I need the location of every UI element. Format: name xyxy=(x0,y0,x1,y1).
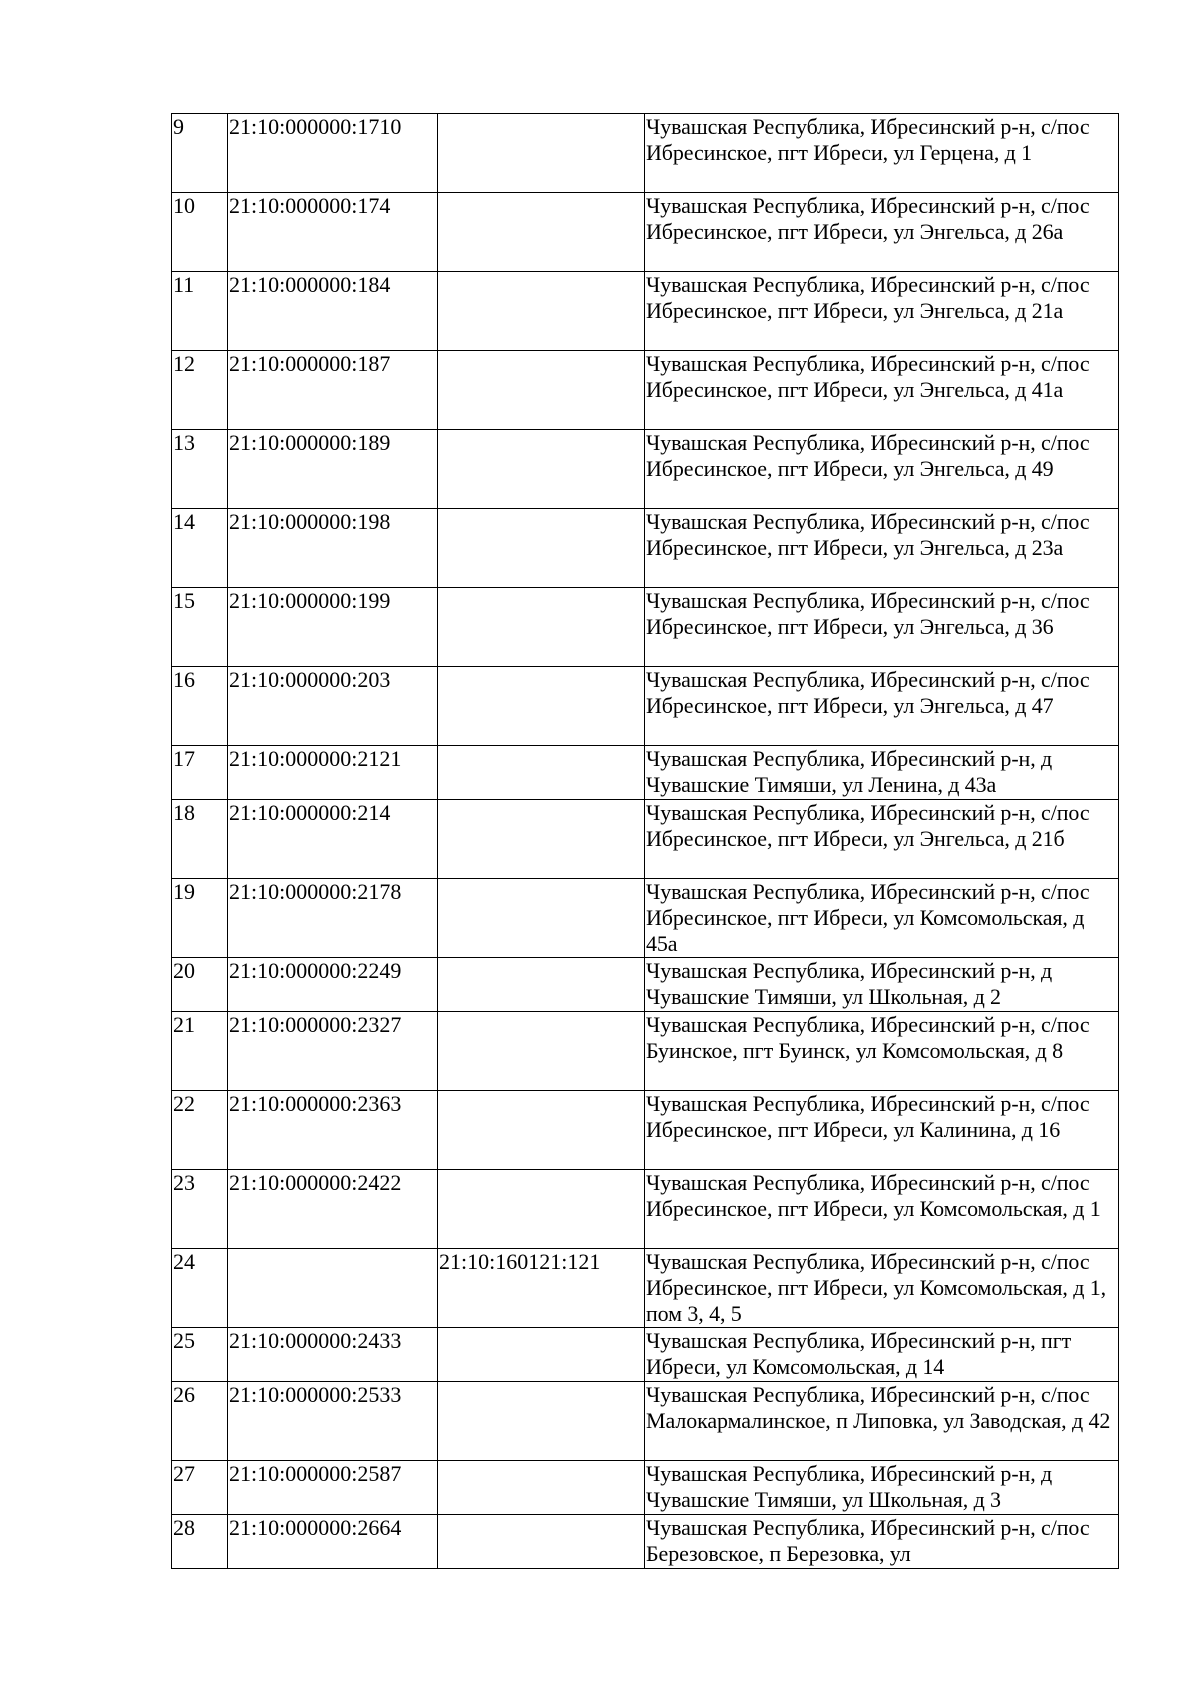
address: Чувашская Республика, Ибресинский р-н, д Чувашские Тимяши, ул Школьная, д 3 xyxy=(645,1461,1119,1515)
address: Чувашская Республика, Ибресинский р-н, с/пос Ибресинское, пгт Ибреси, ул Энгельса, д 36 xyxy=(645,588,1119,667)
row-number: 21 xyxy=(172,1012,228,1091)
row-number: 12 xyxy=(172,351,228,430)
cadastral-number: 21:10:000000:2249 xyxy=(228,958,438,1012)
table-row xyxy=(172,1012,1119,1091)
cadastral-number-secondary xyxy=(438,958,645,1012)
row-number: 24 xyxy=(172,1249,228,1328)
row-number: 16 xyxy=(172,667,228,746)
cadastral-number: 21:10:000000:2422 xyxy=(228,1170,438,1249)
cadastral-number: 21:10:000000:184 xyxy=(228,272,438,351)
address: Чувашская Республика, Ибресинский р-н, с/пос Ибресинское, пгт Ибреси, ул Энгельса, д 41а xyxy=(645,351,1119,430)
row-number: 28 xyxy=(172,1515,228,1569)
address: Чувашская Республика, Ибресинский р-н, с/пос Малокармалинское, п Липовка, ул Заводская, д 42 xyxy=(645,1382,1119,1461)
cadastral-number: 21:10:000000:214 xyxy=(228,800,438,879)
cadastral-number-secondary xyxy=(438,193,645,272)
cadastral-number: 21:10:000000:187 xyxy=(228,351,438,430)
row-number: 27 xyxy=(172,1461,228,1515)
row-number: 18 xyxy=(172,800,228,879)
address: Чувашская Республика, Ибресинский р-н, с/пос Березовское, п Березовка, ул xyxy=(645,1515,1119,1569)
row-number: 26 xyxy=(172,1382,228,1461)
table-row xyxy=(172,958,1119,1012)
cadastral-number: 21:10:000000:174 xyxy=(228,193,438,272)
row-number: 10 xyxy=(172,193,228,272)
cadastral-number-secondary xyxy=(438,1461,645,1515)
cadastral-number: 21:10:000000:1710 xyxy=(228,114,438,193)
cadastral-number-secondary xyxy=(438,114,645,193)
address: Чувашская Республика, Ибресинский р-н, с/пос Ибресинское, пгт Ибреси, ул Герцена, д 1 xyxy=(645,114,1119,193)
table-row xyxy=(172,430,1119,509)
row-number: 11 xyxy=(172,272,228,351)
row-number: 9 xyxy=(172,114,228,193)
table-row xyxy=(172,1328,1119,1382)
table-row xyxy=(172,667,1119,746)
row-number: 14 xyxy=(172,509,228,588)
table-row xyxy=(172,746,1119,800)
cadastral-number: 21:10:000000:2327 xyxy=(228,1012,438,1091)
table-row xyxy=(172,879,1119,958)
cadastral-number: 21:10:000000:198 xyxy=(228,509,438,588)
address: Чувашская Республика, Ибресинский р-н, с/пос Ибресинское, пгт Ибреси, ул Энгельса, д 47 xyxy=(645,667,1119,746)
cadastral-number: 21:10:000000:2178 xyxy=(228,879,438,958)
cadastral-number-secondary xyxy=(438,1012,645,1091)
row-number: 15 xyxy=(172,588,228,667)
table-row xyxy=(172,800,1119,879)
table-row xyxy=(172,114,1119,193)
cadastral-number-secondary xyxy=(438,588,645,667)
row-number: 22 xyxy=(172,1091,228,1170)
address: Чувашская Республика, Ибресинский р-н, с/пос Ибресинское, пгт Ибреси, ул Энгельса, д 23а xyxy=(645,509,1119,588)
address: Чувашская Республика, Ибресинский р-н, с/пос Ибресинское, пгт Ибреси, ул Комсомольская, д 45а xyxy=(645,879,1119,958)
address: Чувашская Республика, Ибресинский р-н, с/пос Ибресинское, пгт Ибреси, ул Калинина, д 16 xyxy=(645,1091,1119,1170)
property-register-table xyxy=(171,113,1119,1569)
table-row xyxy=(172,588,1119,667)
table-row xyxy=(172,1249,1119,1328)
cadastral-number-secondary xyxy=(438,272,645,351)
cadastral-number: 21:10:000000:203 xyxy=(228,667,438,746)
table-row xyxy=(172,272,1119,351)
cadastral-number-secondary xyxy=(438,1170,645,1249)
table-body xyxy=(172,114,1119,1569)
address: Чувашская Республика, Ибресинский р-н, с/пос Ибресинское, пгт Ибреси, ул Комсомольская, д 1, пом 3, 4, 5 xyxy=(645,1249,1119,1328)
cadastral-number: 21:10:000000:2433 xyxy=(228,1328,438,1382)
row-number: 13 xyxy=(172,430,228,509)
cadastral-number-secondary xyxy=(438,1382,645,1461)
cadastral-number: 21:10:000000:2533 xyxy=(228,1382,438,1461)
row-number: 20 xyxy=(172,958,228,1012)
cadastral-number-secondary xyxy=(438,800,645,879)
cadastral-number-secondary xyxy=(438,1091,645,1170)
cadastral-number-secondary xyxy=(438,509,645,588)
table-row xyxy=(172,1515,1119,1569)
address: Чувашская Республика, Ибресинский р-н, с/пос Ибресинское, пгт Ибреси, ул Энгельса, д 49 xyxy=(645,430,1119,509)
cadastral-number: 21:10:000000:2121 xyxy=(228,746,438,800)
row-number: 25 xyxy=(172,1328,228,1382)
table-row xyxy=(172,193,1119,272)
table-row xyxy=(172,351,1119,430)
cadastral-number: 21:10:000000:2587 xyxy=(228,1461,438,1515)
cadastral-number: 21:10:000000:199 xyxy=(228,588,438,667)
table-row xyxy=(172,1091,1119,1170)
cadastral-number-secondary xyxy=(438,351,645,430)
cadastral-number: 21:10:000000:189 xyxy=(228,430,438,509)
row-number: 19 xyxy=(172,879,228,958)
cadastral-number-secondary xyxy=(438,1515,645,1569)
cadastral-number-secondary xyxy=(438,667,645,746)
address: Чувашская Республика, Ибресинский р-н, с/пос Ибресинское, пгт Ибреси, ул Энгельса, д 21а xyxy=(645,272,1119,351)
cadastral-number-secondary xyxy=(438,879,645,958)
cadastral-number-secondary xyxy=(438,430,645,509)
cadastral-number-secondary xyxy=(438,746,645,800)
address: Чувашская Республика, Ибресинский р-н, с/пос Ибресинское, пгт Ибреси, ул Энгельса, д 26а xyxy=(645,193,1119,272)
cadastral-number: 21:10:000000:2363 xyxy=(228,1091,438,1170)
row-number: 17 xyxy=(172,746,228,800)
address: Чувашская Республика, Ибресинский р-н, с/пос Ибресинское, пгт Ибреси, ул Комсомольская, д 1 xyxy=(645,1170,1119,1249)
row-number: 23 xyxy=(172,1170,228,1249)
table-row xyxy=(172,1170,1119,1249)
table-row xyxy=(172,1382,1119,1461)
cadastral-number-secondary: 21:10:160121:121 xyxy=(438,1249,645,1328)
address: Чувашская Республика, Ибресинский р-н, д Чувашские Тимяши, ул Школьная, д 2 xyxy=(645,958,1119,1012)
address: Чувашская Республика, Ибресинский р-н, с/пос Ибресинское, пгт Ибреси, ул Энгельса, д 21б xyxy=(645,800,1119,879)
cadastral-number xyxy=(228,1249,438,1328)
address: Чувашская Республика, Ибресинский р-н, с/пос Буинское, пгт Буинск, ул Комсомольская, д 8 xyxy=(645,1012,1119,1091)
address: Чувашская Республика, Ибресинский р-н, д Чувашские Тимяши, ул Ленина, д 43а xyxy=(645,746,1119,800)
table-row xyxy=(172,509,1119,588)
table-row xyxy=(172,1461,1119,1515)
cadastral-number: 21:10:000000:2664 xyxy=(228,1515,438,1569)
address: Чувашская Республика, Ибресинский р-н, пгт Ибреси, ул Комсомольская, д 14 xyxy=(645,1328,1119,1382)
cadastral-number-secondary xyxy=(438,1328,645,1382)
